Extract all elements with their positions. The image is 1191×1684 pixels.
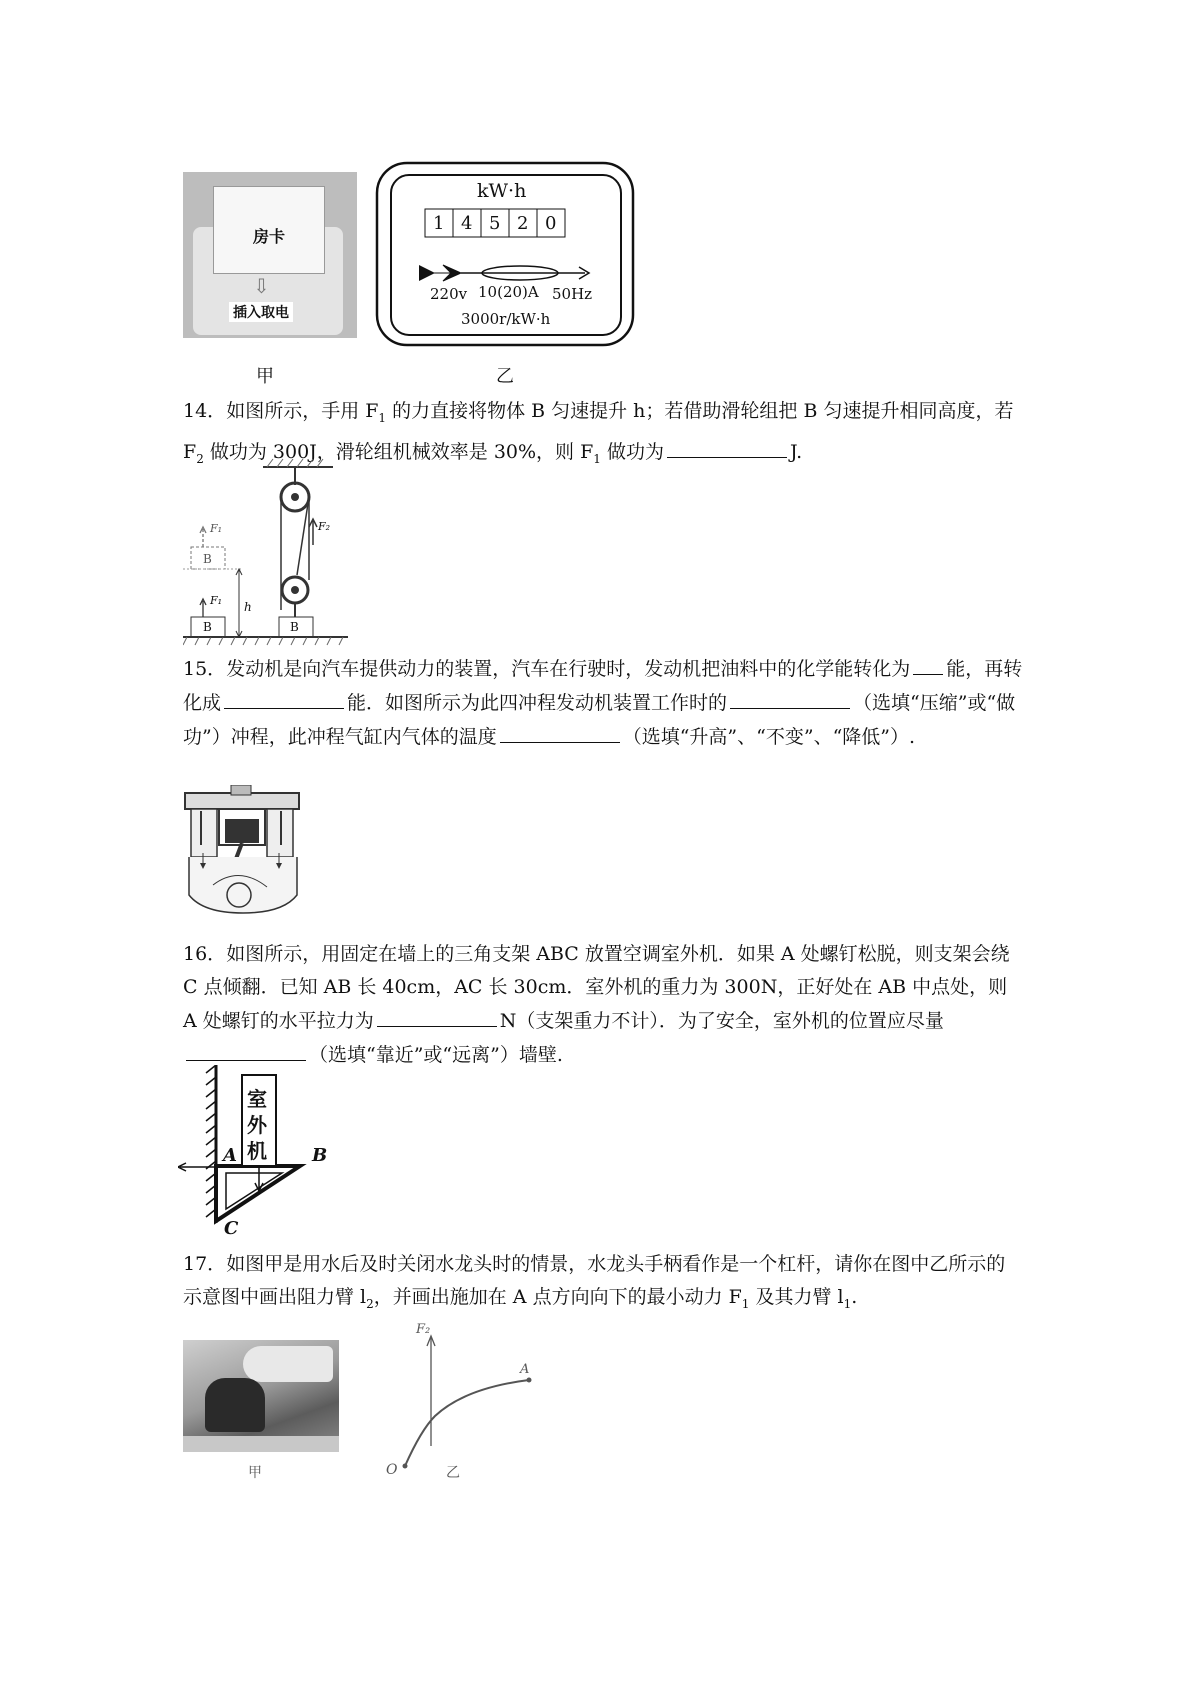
lever-sketch <box>395 1330 545 1480</box>
arrow-icon: ⇩ <box>253 274 270 298</box>
slot-text: 插入取电 <box>229 302 293 322</box>
q16-number: 16． <box>183 943 227 965</box>
lever-label-o: O <box>386 1462 398 1478</box>
meter-digit-5: 0 <box>545 213 557 234</box>
lever-label-f2: F₂ <box>416 1322 431 1337</box>
room-card-text: 房卡 <box>253 227 286 246</box>
question-17: 17．如图甲是用水后及时关闭水龙头时的情景，水龙头手柄看作是一个杠杆，请你在图中乙所示的示意图中画出阻力臂 $l_2$，并画出施加在 A 点方向向下的最小动力 $F_1$ 及其力臂 $l_1$. <box>183 1253 1006 1311</box>
meter-frequency: 50Hz <box>552 285 593 303</box>
pulley-label-b-right: B <box>290 620 299 634</box>
meter-revolutions: 3000r/kW·h <box>461 310 551 328</box>
q14-answer-blank[interactable] <box>667 435 787 458</box>
fig17-label-jia: 甲 <box>248 1465 262 1481</box>
meter-digit-3: 5 <box>489 213 501 234</box>
question-16: 16．如图所示，用固定在墙上的三角支架 ABC 放置空调室外机．如果 A 处螺钉松脱，则支架会绕 C 点倾翻．已知 AB 长 40cm，AC 长 30cm．室外机的重力为 300N，正好处在 AB 中点处，则 A 处螺钉的水平拉力为 N（支架重力不计）．为了安全，室外机的位置应尽量（选填“靠近”或“远离”）墙壁. <box>183 943 1010 1066</box>
engine-cylinder-diagram <box>183 785 303 915</box>
q16-blank-1[interactable] <box>377 1004 497 1027</box>
q17-number: 17． <box>183 1253 227 1275</box>
meter-voltage: 220v <box>430 285 468 303</box>
pulley-label-b-dashed: B <box>203 552 212 566</box>
q15-number: 15． <box>183 658 227 680</box>
pulley-label-b-left: B <box>203 620 212 634</box>
ac-unit-label-2: 外 <box>247 1113 267 1137</box>
meter-current: 10(20)A <box>478 283 539 301</box>
fig13-label-yi: 乙 <box>496 366 514 387</box>
ac-unit-label-1: 室 <box>247 1087 267 1111</box>
fig17-label-yi: 乙 <box>446 1465 460 1481</box>
q15-blank-2[interactable] <box>224 686 344 709</box>
meter-digit-4: 2 <box>517 213 529 234</box>
bracket-point-a: A <box>223 1145 237 1166</box>
pulley-label-f1-top: F₁ <box>210 522 223 535</box>
fig13-label-jia: 甲 <box>256 366 274 387</box>
q14-number: 14． <box>183 400 227 422</box>
sink-edge <box>183 1436 339 1452</box>
q15-blank-4[interactable] <box>500 720 620 743</box>
q15-blank-3[interactable] <box>730 686 850 709</box>
room-card-photo <box>183 172 357 338</box>
lever-label-a: A <box>520 1362 530 1377</box>
q15-blank-1[interactable] <box>913 652 943 675</box>
hand-shape <box>243 1346 333 1382</box>
meter-unit: kW·h <box>477 180 527 202</box>
pulley-label-f2: F₂ <box>318 520 331 533</box>
faucet-shape <box>205 1378 265 1432</box>
question-14: 14．如图所示，手用 $F_1$ 的力直接将物体 B 匀速提升 h；若借助滑轮组把 B 匀速提升相同高度，若 $F_2$ 做功为 300J，滑轮组机械效率是 30%，则 $F_1$ 做功为 J. <box>183 400 1014 466</box>
question-15: 15．发动机是向汽车提供动力的装置，汽车在行驶时，发动机把油料中的化学能转化为 能，再转化成 能．如图所示为此四冲程发动机装置工作时的 （选填“压缩”或“做功”）冲程，此冲程气缸内气体的温度 （选填“升高”、“不变”、“降低”）. <box>183 652 1023 754</box>
bracket-point-c: C <box>224 1218 239 1239</box>
pulley-label-h: h <box>244 600 252 614</box>
pulley-label-f1-bottom: F₁ <box>210 594 223 607</box>
meter-digit-1: 1 <box>433 213 445 234</box>
bracket-point-b: B <box>312 1145 328 1166</box>
faucet-photo <box>183 1340 339 1452</box>
ac-unit-label-3: 机 <box>247 1139 267 1163</box>
q16-blank-2[interactable] <box>186 1038 306 1061</box>
meter-digit-2: 4 <box>461 213 473 234</box>
